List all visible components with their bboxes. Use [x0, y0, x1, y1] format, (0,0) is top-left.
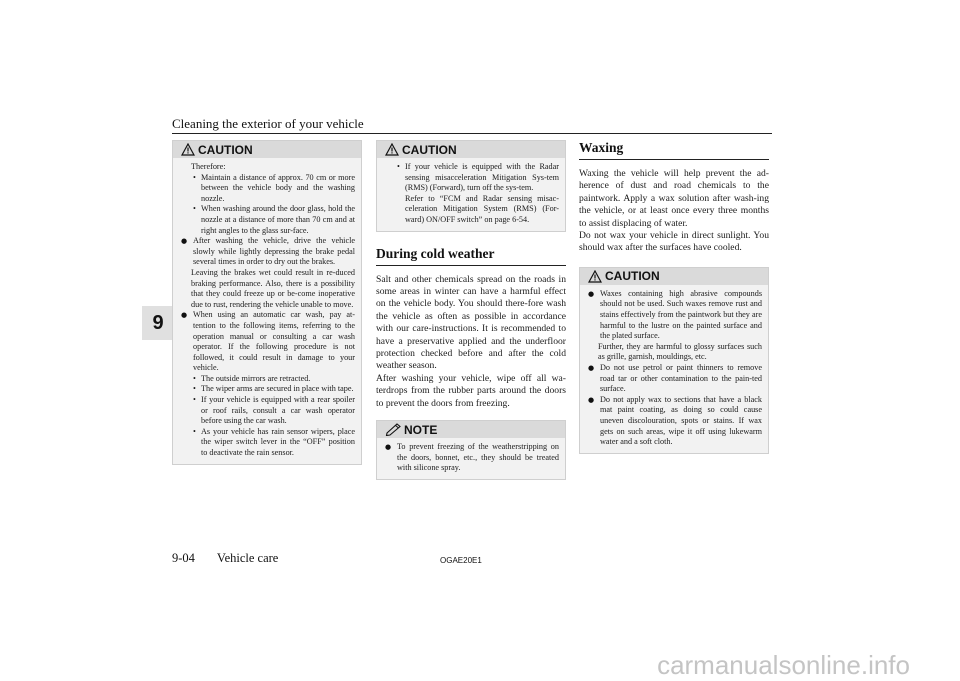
caution-label: CAUTION	[198, 142, 253, 157]
therefore-text: Therefore:	[191, 162, 226, 171]
note-header	[377, 421, 565, 438]
caution-header	[377, 141, 565, 158]
bullet-continuation: Leaving the brakes wet could result in re-duced braking performance. Also, there is a possibility that they could freeze up or be-come inoperative due to rust, rendering the vehicle unable to move.	[191, 267, 355, 309]
chapter-tab: 9	[142, 306, 174, 340]
column-right	[579, 140, 769, 454]
caution-box	[376, 140, 566, 232]
bullet-item: ● When using an automatic car wash, pay at-tention to the following items, referring to the operation manual or consulting a car wash operator. If the following procedure is not followed, it could result in damage to your vehicle.	[181, 310, 355, 373]
caution-box	[172, 140, 362, 465]
list-item: • Maintain a distance of approx. 70 cm or more between the vehicle body and the washing nozzle.	[193, 172, 355, 203]
filled-circle-icon: ●	[181, 311, 188, 320]
filled-circle-icon: ●	[588, 395, 595, 404]
paragraph: Do not wax your vehicle in direct sunlight. You should wax after the surfaces have cooled.	[579, 230, 769, 254]
list-item: • If your vehicle is equipped with a rear spoiler or roof rails, consult a car wash operator before using the car wash.	[193, 395, 355, 426]
filled-circle-icon: ●	[385, 443, 392, 452]
page-number: 9-04	[172, 551, 195, 565]
list-item: • When washing around the door glass, hold the nozzle at a distance of more than 70 cm and at right angles to the glass sur-face.	[193, 204, 355, 235]
bullet-continuation: Further, they are harmful to glossy surfaces such as grille, garnish, mouldings, etc.	[598, 341, 762, 362]
watermark: carmanualsonline.info	[657, 650, 910, 680]
document-code: OGAE20E1	[440, 556, 482, 565]
list-item-continuation: Refer to “FCM and Radar sensing misac-celeration Mitigation System (RMS) (For-ward) ON/OFF switch” on page 6-54.	[405, 193, 559, 224]
caution-box	[579, 267, 769, 454]
filled-circle-icon: ●	[181, 237, 188, 246]
paragraph: Waxing the vehicle will help prevent the ad-herence of dust and road chemicals to the paintwork. Apply a wax solution after wash-ing the vehicle, or at least once every three months to assist displacing of water.	[579, 168, 769, 229]
section-title-waxing: Waxing	[579, 140, 769, 160]
note-label: NOTE	[404, 422, 438, 437]
caution-label: CAUTION	[605, 269, 660, 284]
caution-header	[580, 268, 768, 285]
filled-circle-icon: ●	[588, 289, 595, 298]
header-rule	[172, 133, 772, 134]
warning-triangle-icon	[181, 143, 195, 156]
list-item: • The outside mirrors are retracted.	[193, 373, 311, 383]
bullet-item: ● To prevent freezing of the weatherstripping on the doors, bonnet, etc., they should be treated with silicone spray.	[385, 442, 559, 473]
list-item: • The wiper arms are secured in place with tape.	[193, 384, 354, 394]
bullet-item: ● Waxes containing high abrasive compounds should not be used. Such waxes remove rust and stains effectively from the paintwork but they are harmful to the lustre on the painted surface and the plated surface.	[588, 288, 762, 341]
bullet-item: ● Do not apply wax to sections that have a black mat paint coating, as doing so could cause uneven discolouration, spots or stains. If wax gets on such areas, wipe it off using lukewarm water and a soft cloth.	[588, 394, 762, 447]
paragraph: Salt and other chemicals spread on the roads in some areas in winter can have a harmful effect on the vehicle body. You should there-fore wash the vehicle as often as possible in accordance with our care-instructions. It is recommended to have a preservative applied and the underfloor protection checked before and after the cold weather season.	[376, 273, 566, 372]
warning-triangle-icon	[385, 143, 399, 156]
footer-section: Vehicle care	[216, 551, 279, 565]
header-title: Cleaning the exterior of your vehicle	[172, 116, 364, 131]
warning-triangle-icon	[588, 270, 602, 283]
caution-label: CAUTION	[402, 142, 457, 157]
column-left	[172, 140, 362, 465]
column-middle	[376, 140, 566, 480]
filled-circle-icon: ●	[588, 364, 595, 372]
bullet-item: ● After washing the vehicle, drive the vehicle slowly while lightly depressing the brake pedal several times in order to dry out the brakes.	[181, 236, 355, 267]
caution-header	[173, 141, 361, 158]
paragraph: After washing your vehicle, wipe off all wa-terdrops from the rubber parts around the doors to prevent the doors from freezing.	[376, 372, 566, 409]
footer-page	[172, 551, 278, 566]
bullet-item: ● Do not use petrol or paint thinners to remove road tar or other contamination to the pain-ted surface.	[588, 363, 762, 394]
note-box	[376, 420, 566, 480]
list-item: • As your vehicle has rain sensor wipers, place the wiper switch lever in the “OFF” position to deactivate the rain sensor.	[193, 426, 355, 458]
list-item: • If your vehicle is equipped with the Radar sensing misacceleration Mitigation Sys-tem (RMS) (Forward), turn off the sys-tem.	[397, 162, 559, 193]
section-title-cold-weather: During cold weather	[376, 246, 566, 266]
pencil-note-icon	[385, 423, 401, 436]
